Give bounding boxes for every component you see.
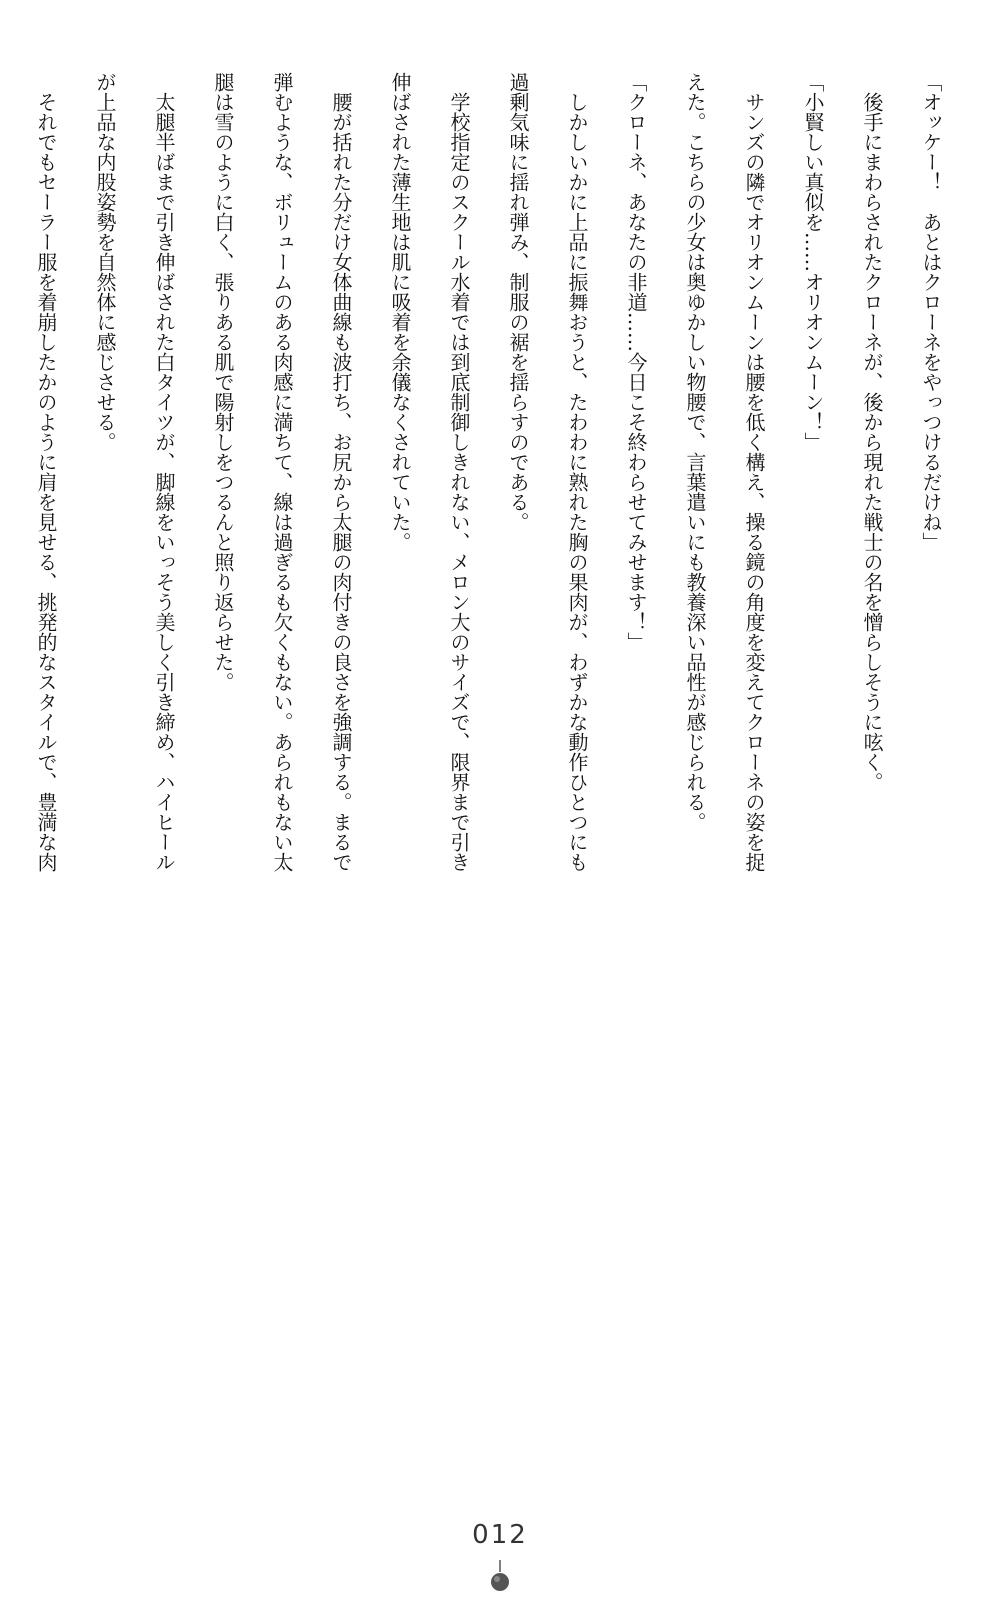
text-line: 伸ばされた薄生地は肌に吸着を余儀なくされていた。 <box>388 72 412 552</box>
text-line: 「オッケー！ あとはクローネをやっつけるだけね」 <box>919 72 943 552</box>
text-line: 過剰気味に揺れ弾み、制服の裾を揺らすのである。 <box>506 72 530 532</box>
text-line: 学校指定のスクール水着では到底制御しきれない、メロン大のサイズで、限界まで引き <box>447 72 471 872</box>
text-line: えた。こちらの少女は奥ゆかしい物腰で、言葉遣いにも教養深い品性が感じられる。 <box>683 72 707 832</box>
text-line: が上品な内股姿勢を自然体に感じさせる。 <box>93 72 117 452</box>
text-line: 太腿半ばまで引き伸ばされた白タイツが、脚線をいっそう美しく引き締め、ハイヒール <box>152 72 176 872</box>
page-ornament-icon <box>487 1560 513 1596</box>
text-line: サンズの隣でオリオンムーンは腰を低く構え、操る鏡の角度を変えてクローネの姿を捉 <box>742 72 766 872</box>
text-line <box>0 72 16 1492</box>
text-line: それでもセーラー服を着崩したかのように肩を見せる、挑発的なスタイルで、豊満な肉 <box>34 72 58 872</box>
text-line: しかしいかに上品に振舞おうと、たわわに熟れた胸の果肉が、わずかな動作ひとつにも <box>565 72 589 872</box>
text-line: 後手にまわらされたクローネが、後から現れた戦士の名を憎らしそうに呟く。 <box>860 72 884 792</box>
vertical-text-block <box>34 72 960 1492</box>
text-line: 「クローネ、あなたの非道……今日こそ終わらせてみせます！」 <box>624 72 648 652</box>
text-line: 腿は雪のように白く、張りある肌で陽射しをつるんと照り返らせた。 <box>211 72 235 692</box>
text-line: 弾むような、ボリュームのある肉感に満ちて、線は過ぎるも欠くもない。あられもない太 <box>270 72 294 872</box>
text-line: 「小賢しい真似を……オリオンムーン！」 <box>801 72 825 452</box>
text-line: 腰が括れた分だけ女体曲線も波打ち、お尻から太腿の肉付きの良さを強調する。まるで <box>329 72 353 872</box>
page-number: 012 <box>472 1520 528 1550</box>
